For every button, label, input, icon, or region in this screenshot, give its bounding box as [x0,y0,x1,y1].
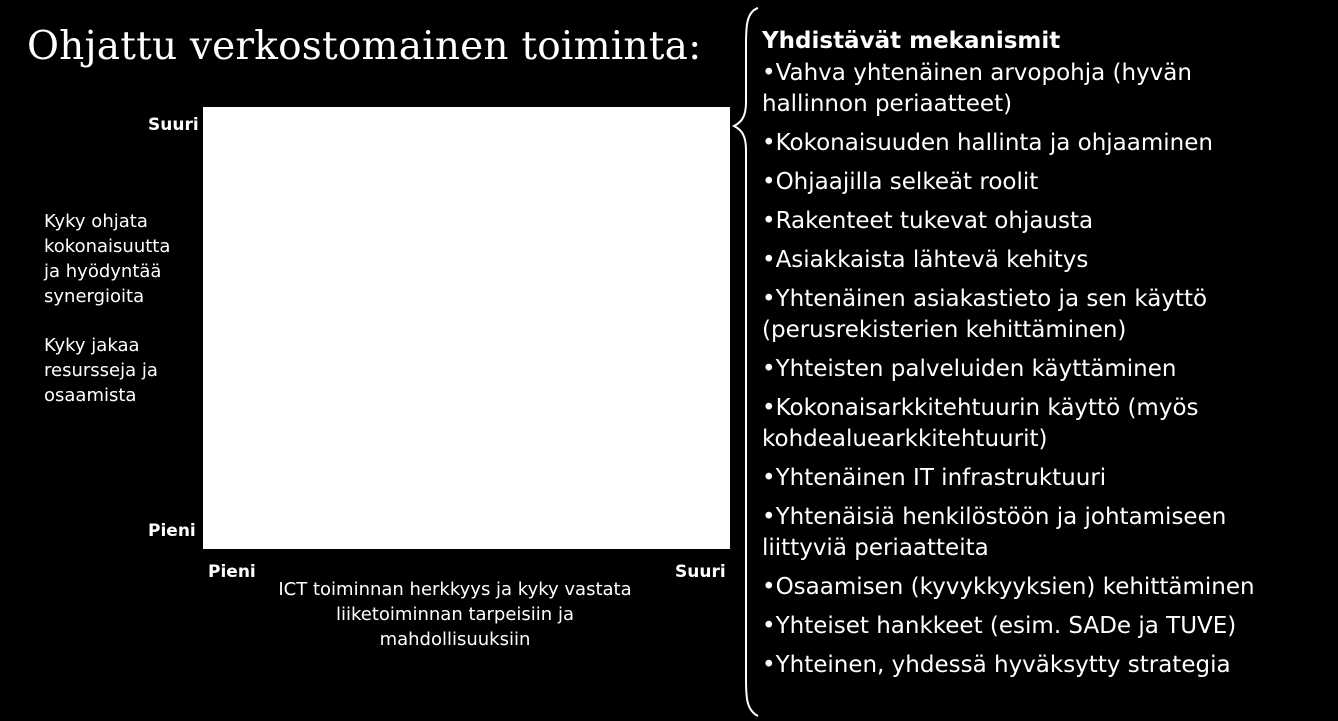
x-axis-right-label: Suuri [675,562,726,582]
list-item: •Ohjaajilla selkeät roolit [762,169,1039,195]
list-item: •Yhteinen, yhdessä hyväksytty strategia [762,652,1231,678]
mechanisms-list [762,58,1332,681]
list-item: •Yhteiset hankkeet (esim. SADe ja TUVE) [762,613,1237,639]
y-axis-top-label: Suuri [148,115,199,135]
mechanisms-heading: Yhdistävät mekanismit [762,28,1061,54]
mechanisms-panel [762,26,1332,689]
x-axis-description: ICT toiminnan herkkyys ja kyky vastata liiketoiminnan tarpeisiin ja mahdollisuuksiin [278,579,632,650]
list-item: •Rakenteet tukevat ohjausta [762,208,1094,234]
list-item: •Kokonaisuuden hallinta ja ohjaaminen [762,130,1213,156]
list-item: •Yhteisten palveluiden käyttäminen [762,356,1177,382]
page-title: Ohjattu verkostomainen toiminta: [27,24,702,69]
list-item: •Yhtenäinen IT infrastruktuuri [762,465,1107,491]
x-axis-left-label: Pieni [208,562,256,582]
matrix-plot-area [203,107,730,549]
list-item: •Vahva yhtenäinen arvopohja (hyvän hallinnon periaatteet) [762,60,1192,117]
list-item: •Kokonaisarkkitehtuurin käyttö (myös kohdealuearkkitehtuurit) [762,395,1199,452]
list-item: •Yhtenäinen asiakastieto ja sen käyttö (perusrekisterien kehittäminen) [762,286,1208,343]
list-item: •Asiakkaista lähtevä kehitys [762,247,1089,273]
y-axis-description-synergies: Kyky ohjata kokonaisuutta ja hyödyntää synergioita [44,211,171,307]
curly-brace-icon [732,6,762,718]
list-item: •Yhtenäisiä henkilöstöön ja johtamiseen liittyviä periaatteita [762,504,1227,561]
y-axis-bottom-label: Pieni [148,521,196,541]
list-item: •Osaamisen (kyvykkyyksien) kehittäminen [762,574,1255,600]
y-axis-description-resources: Kyky jakaa resursseja ja osaamista [44,335,158,406]
